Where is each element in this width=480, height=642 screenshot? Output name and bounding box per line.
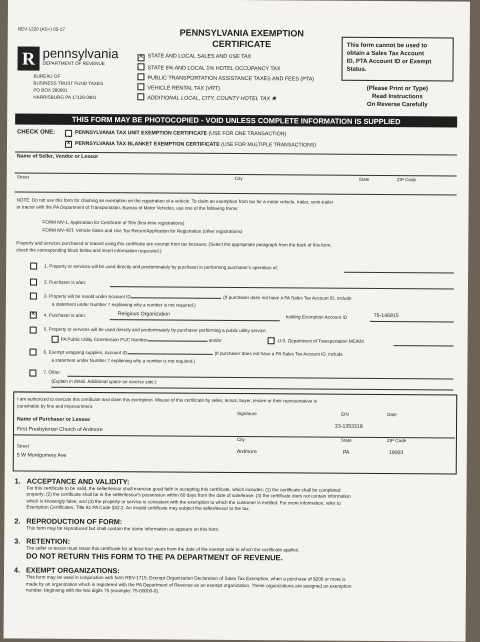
instruction-section <box>14 566 454 597</box>
reason-3-checkbox[interactable] <box>30 293 37 300</box>
tax-type-label: STATE AND LOCAL SALES AND USE TAX <box>147 53 252 61</box>
tax-type-label: VEHICLE RENTAL TAX (VRT) <box>147 85 220 92</box>
tax-type-checkbox[interactable] <box>137 73 144 80</box>
ein-value: 23-1353318 <box>335 423 363 430</box>
reason-5-text: 5. Property or services will be used directly and predominately by purchaser performing a public utility service. <box>43 326 267 334</box>
dot-checkbox[interactable] <box>268 337 275 344</box>
property-instructions: Property and services purchased or leased using this certificate are exempt from tax because: (Select the appropriate paragraph from the back of this form, check the corresponding block below and insert information requested.) <box>16 240 332 254</box>
puc-label: PA Public Utility Commission PUC Number and/or <box>60 336 222 343</box>
tax-type-label: ADDITIONAL LOCAL, CITY, COUNTY HOTEL TAX ✱ <box>147 95 277 103</box>
tax-type-label: STATE 6% AND LOCAL 1% HOTEL OCCUPANCY TAX <box>147 65 281 73</box>
check-one-label: CHECK ONE: <box>17 129 56 136</box>
reason-3-text: 3. Property will be resold under Account ID . (If purchaser does not have a PA Sales Tax Account ID, include a statement under Number 7 explaining why a number is not required.) <box>43 293 352 308</box>
zip-label: ZIP Code <box>386 438 407 444</box>
vehicle-note: NOTE: Do not use this form for claiming an exemption on the registration of a vehicle. To claim an exemption from tax for a motor vehicle, trailer, semi-trailer or tractor with the PA Department of Transportation, Bureau of Motor Vehicles, use one of the following forms: <box>16 197 334 212</box>
seller-zip-label: ZIP Code <box>396 177 417 183</box>
tax-type-checkbox[interactable] <box>137 83 144 90</box>
instruction-line: Exemption Certificates, Title 61 PA Code §32.2. An invalid certificate may subject the seller/lessor to the tax. <box>26 504 250 512</box>
blanket-certificate-option: PENNSYLVANIA TAX BLANKET EXEMPTION CERTIFICATE (USE FOR MULTIPLE TRANSACTIONS) <box>74 140 317 149</box>
tax-type-checkbox[interactable] <box>137 93 144 100</box>
street-label: Street <box>16 443 30 449</box>
reason-2-checkbox[interactable] <box>30 279 37 286</box>
reason-4-checkbox[interactable]: ✕ <box>30 311 36 318</box>
tax-type-list <box>137 53 314 104</box>
print-note: (Please Print or Type) Read Instructions On Reverse Carefully <box>366 85 429 109</box>
pa-keystone-logo: R <box>18 46 40 70</box>
reason-6-text: 6. Exempt wrapping supplies, Account ID . (If purchaser does not have a PA Sales Tax Account ID, include a statement under Number 7 explaining why a number is not required.) <box>43 349 343 364</box>
instruction-heading: 1. ACCEPTANCE AND VALIDITY: <box>14 476 130 487</box>
instruction-line: properly; (2) the certificate shall be in the seller/lessor's possession within 60 days from the date of sale/lease; (3) the certificate does not contain information <box>26 491 351 500</box>
instruction-line: This form may be reproduced but shall contain the same information as appears on this form. <box>26 525 220 532</box>
tax-type-checkbox[interactable] <box>138 63 145 70</box>
instruction-section <box>14 516 454 534</box>
instructions <box>14 476 455 602</box>
purchaser-name-value: First Presbyterian Church of Ardmore <box>16 426 103 434</box>
unit-certificate-option: PENNSYLVANIA TAX UNIT EXEMPTION CERTIFICATE (USE FOR ONE TRANSACTION) <box>75 129 287 138</box>
authorization-text: I am authorized to execute this certificate and claim this exemption. Misuse of this certificate by seller, lessor, buyer, lessee or their representative is punishable by fine and imprisonment. <box>17 396 317 409</box>
city-value: Ardmore <box>236 448 257 456</box>
reason-6-checkbox[interactable] <box>30 349 37 356</box>
exemption-account-id: 75-146815 <box>373 312 399 320</box>
instruction-section <box>14 476 454 514</box>
agency-name: pennsylvania <box>42 45 119 62</box>
unit-certificate-checkbox[interactable] <box>65 130 72 137</box>
reason-7-text: 7. Other <box>43 369 61 375</box>
form-number: REV-1220 (AS+) 05-17 <box>17 26 65 32</box>
exemption-account-label: holding Exemption Account ID <box>285 314 348 320</box>
form-title: PENNSYLVANIA EXEMPTION CERTIFICATE <box>179 27 304 50</box>
instruction-heading: 3. RETENTION: <box>14 536 71 546</box>
reason-2-text: 2. Purchaser is a/an: <box>44 279 87 285</box>
instruction-line: The seller or lessor must retain this certificate for at least four years from the date of the exempt sale to which the certificate applies. <box>26 545 300 553</box>
instruction-section <box>14 536 454 563</box>
dot-label: U.S. Department of Transportation MC/MX <box>277 338 365 344</box>
reason-4-text: 4. Purchaser is a/an: <box>43 312 86 318</box>
vehicle-forms: FORM MV-1, Application for Certificate of Title (first-time registrations) FORM MV-4ST, Vehicle Sales and Use Tax Return/Application for Registration (other registrations) <box>42 219 243 235</box>
instruction-line: which is knowingly false; and (4) the property or service is consistent with the exemption to which the customer is entitled. For more information, refer to <box>26 498 341 506</box>
date-label: Date <box>387 412 397 418</box>
seller-city-label: City <box>234 175 243 182</box>
instruction-emphasis: DO NOT RETURN THIS FORM TO THE PA DEPARTMENT OF REVENUE. <box>26 551 283 563</box>
instruction-heading: 4. EXEMPT ORGANIZATIONS: <box>13 565 120 576</box>
ein-label: EIN <box>341 411 349 417</box>
zip-value: 19003 <box>388 450 404 457</box>
seller-street-label: Street <box>16 174 30 180</box>
tax-type-label: PUBLIC TRANSPORTATION ASSISTANCE TAXES AND FEES (PTA) <box>147 75 315 83</box>
agency-address: BUREAU OF BUSINESS TRUST FUND TAXES PO BOX 280901 HARRISBURG PA 17128-0901 <box>33 73 104 101</box>
organization-type-value: Religious Organization <box>117 311 171 318</box>
state-label: State <box>340 437 352 443</box>
reason-1-checkbox[interactable] <box>30 263 37 270</box>
instruction-line: This form may be used in conjunction with form REV-1715, Exempt Organization Declaration of Sales Tax Exemption, when a purchase of $200 or more is <box>25 574 346 583</box>
puc-checkbox[interactable] <box>52 336 59 343</box>
reason-5-checkbox[interactable] <box>30 327 37 334</box>
instruction-heading: 2. REPRODUCTION OF FORM: <box>14 516 123 526</box>
city-label: City <box>236 436 245 443</box>
instruction-line: number, beginning with the two digits 75 (example: 75-00000-0). <box>25 587 160 594</box>
seller-name-label: Name of Seller, Vendor or Lessor <box>16 153 99 161</box>
street-value: 5 W Montgomery Ave <box>16 452 67 459</box>
exemption-form <box>4 0 470 642</box>
state-value: PA <box>342 449 350 456</box>
reason-7-checkbox[interactable] <box>29 370 36 377</box>
agency-dept: DEPARTMENT OF REVENUE <box>42 60 105 67</box>
seller-state-label: State <box>358 176 370 182</box>
purchaser-name-label: Name of Purchaser or Lessee <box>17 416 91 423</box>
reason-1-text: 1. Property or services will be used directly and predominately by purchaser in performing purchaser's operation of: <box>44 263 278 271</box>
tax-type-option <box>137 93 314 104</box>
tax-type-checkbox[interactable]: ✕ <box>138 54 144 61</box>
signature-label: Signature <box>237 410 257 417</box>
reason-7-explain: (Explain in detail. Additional space on reverse side.) <box>51 378 157 385</box>
instruction-line: For this certificate to be valid, the seller/lessor shall exercise good faith in accepting this certificate, which includes: (1) the certificate shall be completed <box>26 485 341 493</box>
blanket-certificate-checkbox[interactable]: ✕ <box>65 140 72 147</box>
instruction-line: made by an organization which is registered with the PA Department of Revenue as an exempt organization. These organizations are assigned an exemption <box>25 581 352 589</box>
photocopy-banner: THIS FORM MAY BE PHOTOCOPIED - VOID UNLESS COMPLETE INFORMATION IS SUPPLIED <box>15 113 457 127</box>
notice-box: This form cannot be used to obtain a Sales Tax Account ID, PTA Account ID or Exempt Status. <box>341 37 453 82</box>
